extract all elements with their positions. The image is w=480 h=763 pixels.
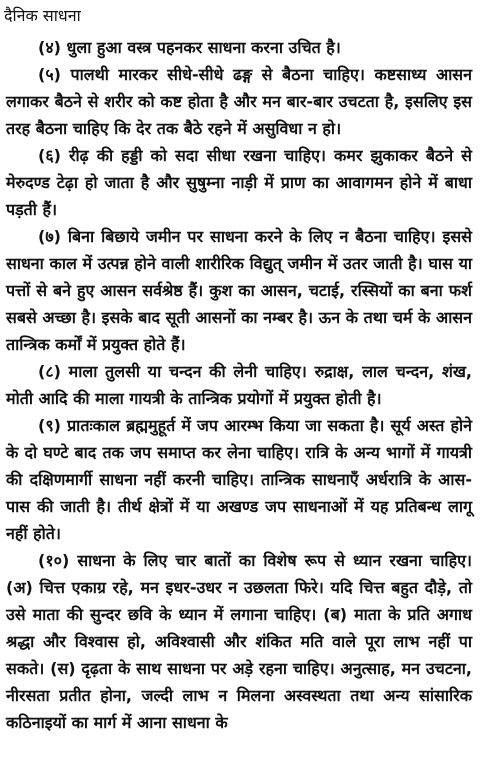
paragraph-rule-7: (७) बिना बिछाये जमीन पर साधना करने के लिए न बैठना चाहिए। इससे साधना काल में उत्पन्न होने वाली शारीरिक विद्युत् जमीन में उतर जाती है। घास या पत्तों से बने हुए आसन सर्वश्रेष्ठ हैं। कुश का आसन, चटाई, रस्सियों का बना फर्श सबसे अच्छा है। इसके बाद सूती आसनों का नम्बर है। ऊन के तथा चर्म के आसन तान्त्रिक कर्मों में प्रयुक्त होते हैं। (6, 227, 472, 354)
paragraph-rule-8: (८) माला तुलसी या चन्दन की लेनी चाहिए। रुद्राक्ष, लाल चन्दन, शंख, मोती आदि की माला गायत्री के तान्त्रिक प्रयोगों में प्रयुक्त होती है। (6, 362, 472, 408)
paragraph-rule-9: (९) प्रातःकाल ब्रह्ममुहूर्त में जप आरम्भ किया जा सकता है। सूर्य अस्त होने के दो घण्टे बाद तक जप समाप्त कर लेना चाहिए। रात्रि के अन्य भागों में गायत्री की दक्षिणमार्गी साधना नहीं करनी चाहिए। तान्त्रिक साधनाएँ अर्धरात्रि के आस-पास की जाती है। तीर्थ क्षेत्रों में या अखण्ड जप साधनाओं में यह प्रतिबन्ध लागू नहीं होते। (6, 416, 472, 543)
paragraph-rule-6: (६) रीढ़ की हड्डी को सदा सीधा रखना चाहिए। कमर झुकाकर बैठने से मेरुदण्ड टेढ़ा हो जाता है और सुषुम्ना नाड़ी में प्राण का आवागमन होने में बाधा पड़ती हैं। (6, 146, 472, 219)
paragraph-rule-4: (४) धुला हुआ वस्त्र पहनकर साधना करना उचित है। (38, 38, 341, 57)
paragraph-rule-10: (१०) साधना के लिए चार बातों का विशेष रूप से ध्यान रखना चाहिए। (अ) चित्त एकाग्र रहे, मन इधर-उधर न उछलता फिरे। यदि चित्त बहुत दौड़े, तो उसे माता की सुन्दर छवि के ध्यान में लगाना चाहिए। (ब) माता के प्रति अगाध श्रद्धा और विश्वास हो, अविश्वासी और शंकित मति वाले पूरा लाभ नहीं पा सकते। (स) दृढ़ता के साथ साधना पर अड़े रहना चाहिए। अनुत्साह, मन उचटना, नीरसता प्रतीत होना, जल्दी लाभ न मिलना अस्वस्थता तथा अन्य सांसारिक कठिनाइयों का मार्ग में आना साधना के (6, 551, 472, 732)
paragraph-rule-5: (५) पालथी मारकर सीधे-सीधे ढङ्ग से बैठना चाहिए। कष्टसाध्य आसन लगाकर बैठने से शरीर को कष्ट होता है और मन बार-बार उचटता है, इसलिए इस तरह बैठना चाहिए कि देर तक बैठे रहने में असुविधा न हो। (6, 65, 472, 138)
running-head: दैनिक साधना (4, 6, 81, 25)
body-text (6, 34, 472, 736)
